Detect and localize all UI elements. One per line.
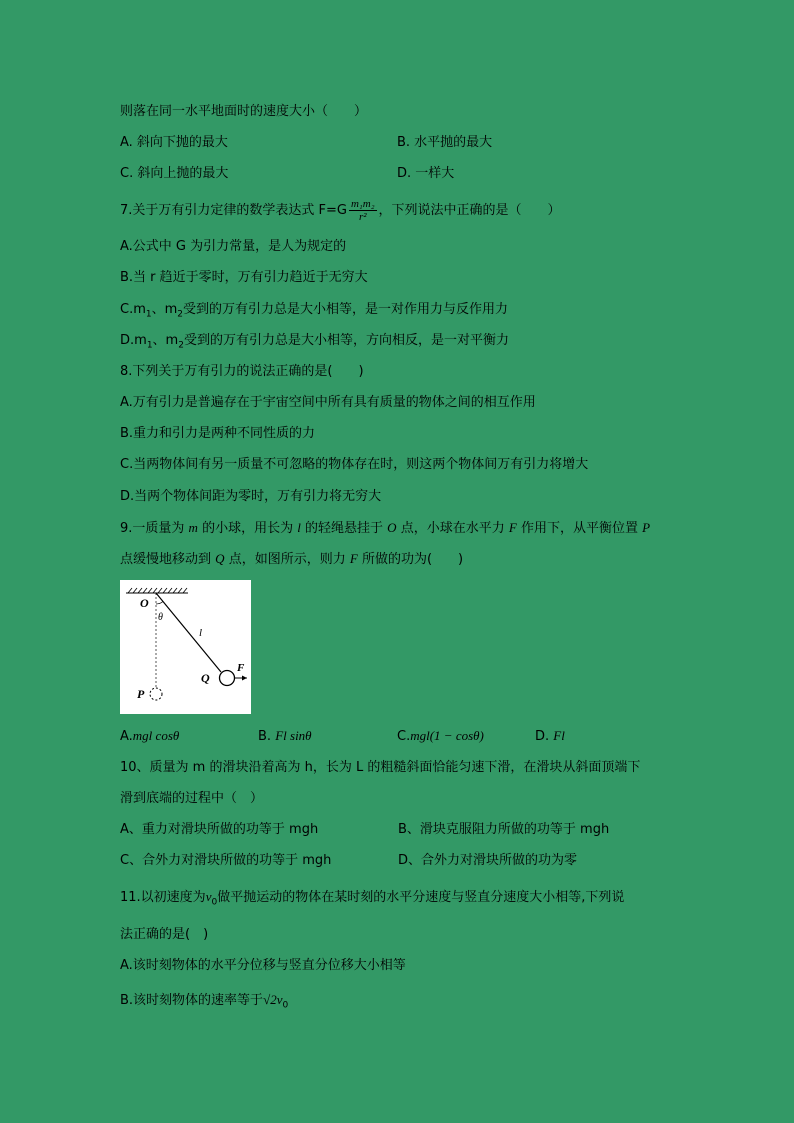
q7-option-d <box>120 332 509 355</box>
q8-option-a: A.万有引力是普遍存在于宇宙空间中所有具有质量的物体之间的相互作用 <box>120 395 536 410</box>
q9-l1e: 作用下，从平衡位置 <box>520 521 638 536</box>
string-line <box>156 593 221 672</box>
q8-stem: 8.下列关于万有引力的说法正确的是( ) <box>120 364 364 379</box>
q10-option-b: B、滑块克服阻力所做的功等于 mgh <box>398 822 610 837</box>
q7-option-c <box>120 301 508 324</box>
q11-b-pre: B.该时刻物体的速率等于 <box>120 993 264 1008</box>
q10-stem-line1: 10、质量为 m 的滑块沿着高为 h，长为 L 的粗糙斜面恰能匀速下滑，在滑块从斜面顶端下 <box>120 760 641 775</box>
force-arrowhead <box>242 676 247 681</box>
q7-fraction <box>349 198 377 223</box>
q9-option-b <box>258 727 312 746</box>
q11-stem-line1 <box>120 888 624 912</box>
q11-l1b: 做平抛运动的物体在某时刻的水平分速度与竖直分速度大小相等,下列说 <box>217 890 625 905</box>
q9-option-a <box>120 727 179 746</box>
angle-arc <box>156 602 163 605</box>
q9-stem-line2 <box>120 550 463 569</box>
q7-frac-num: m₁m₂ <box>350 198 375 210</box>
q6-option-c: C. 斜向上抛的最大 <box>120 166 229 181</box>
q9-Q: Q <box>215 551 225 566</box>
q7-option-b: B.当 r 趋近于零时，万有引力趋近于无穷大 <box>120 270 368 285</box>
q11-l1a: 11.以初速度为 <box>120 890 206 905</box>
q11-b-expr: √2v <box>263 992 283 1007</box>
q11-stem-line2: 法正确的是( ) <box>120 927 209 942</box>
q11-option-a: A.该时刻物体的水平分位移与竖直分位移大小相等 <box>120 958 406 973</box>
q7-stem-pre: 7.关于万有引力定律的数学表达式 F=G <box>120 203 347 218</box>
q11-v0: v <box>205 889 212 904</box>
q9-l1c: 的轻绳悬挂于 <box>305 521 384 536</box>
q6-option-d: D. 一样大 <box>397 166 455 181</box>
q9-option-d <box>535 727 565 746</box>
label-o: O <box>140 596 149 610</box>
q7-c-post: 受到的万有引力总是大小相等，是一对作用力与反作用力 <box>183 302 509 317</box>
q6-option-a: A. 斜向下抛的最大 <box>120 135 228 150</box>
q9-option-c <box>397 727 484 746</box>
q11-b-sub: 0 <box>282 1000 289 1011</box>
q9-l1a: 9.一质量为 <box>120 521 185 536</box>
q7-c-mid: 、m <box>151 302 178 317</box>
q9-l1b: 的小球，用长为 <box>202 521 294 536</box>
q9-d-expr: Fl <box>553 728 565 743</box>
q9-m: m <box>188 520 198 535</box>
q8-option-d: D.当两个物体间距为零时，万有引力将无穷大 <box>120 489 382 504</box>
q7-c-pre: C.m <box>120 302 146 317</box>
q7-d-sub1: 1 <box>146 340 153 351</box>
q9-l2a: 点缓慢地移动到 <box>120 552 212 567</box>
q10-option-d: D、合外力对滑块所做的功为零 <box>398 853 578 868</box>
q6-option-b: B. 水平抛的最大 <box>397 135 493 150</box>
q9-l: l <box>297 520 301 535</box>
q8-option-b: B.重力和引力是两种不同性质的力 <box>120 426 316 441</box>
q9-d-label: D. <box>535 729 550 744</box>
label-p: P <box>137 687 145 701</box>
q11-option-b <box>120 991 288 1015</box>
q7-option-a: A.公式中 G 为引力常量，是人为规定的 <box>120 239 347 254</box>
q9-l1d: 点，小球在水平力 <box>400 521 505 536</box>
ball-q <box>220 671 235 686</box>
q6-stem: 则落在同一水平地面时的速度大小（ ） <box>120 104 368 119</box>
q9-P: P <box>642 520 651 535</box>
q10-stem-line2: 滑到底端的过程中（ ） <box>120 791 264 806</box>
q7-stem-post: ，下列说法中正确的是（ ） <box>378 203 561 218</box>
q7-c-sub1: 1 <box>145 309 152 320</box>
q7-stem <box>120 196 561 226</box>
ball-p <box>150 688 162 700</box>
q9-b-expr: Fl sinθ <box>275 728 312 743</box>
q8-option-c: C.当两物体间有另一质量不可忽略的物体存在时，则这两个物体间万有引力将增大 <box>120 457 589 472</box>
q7-d-post: 受到的万有引力总是大小相等，方向相反，是一对平衡力 <box>183 333 509 348</box>
q9-a-label: A. <box>120 729 133 744</box>
q9-l2b: 点，如图所示，则力 <box>228 552 346 567</box>
q7-d-sub2: 2 <box>178 340 184 351</box>
label-f: F <box>237 662 245 674</box>
q7-frac-den: r² <box>358 211 367 223</box>
label-q: Q <box>201 671 210 685</box>
q10-option-a: A、重力对滑块所做的功等于 mgh <box>120 822 319 837</box>
q7-d-pre: D.m <box>120 333 147 348</box>
pendulum-figure <box>120 580 251 714</box>
q10-option-c: C、合外力对滑块所做的功等于 mgh <box>120 853 332 868</box>
q9-c-label: C. <box>397 729 411 744</box>
label-theta: θ <box>158 612 163 623</box>
q9-F: F <box>508 520 517 535</box>
label-l: l <box>199 627 203 639</box>
q7-c-sub2: 2 <box>177 309 184 320</box>
q11-v0-sub: 0 <box>211 897 218 908</box>
q9-a-expr: mgl cosθ <box>132 728 180 743</box>
q7-d-mid: 、m <box>152 333 179 348</box>
q9-O: O <box>387 520 397 535</box>
q9-l2c: 所做的功为( ) <box>361 552 464 567</box>
q9-c-expr: mgl(1 − cosθ) <box>410 728 484 743</box>
q9-F2: F <box>349 551 358 566</box>
q9-b-label: B. <box>258 729 272 744</box>
ceiling-hatch <box>128 588 187 593</box>
pendulum-diagram <box>120 580 251 714</box>
q9-stem-line1 <box>120 519 650 538</box>
